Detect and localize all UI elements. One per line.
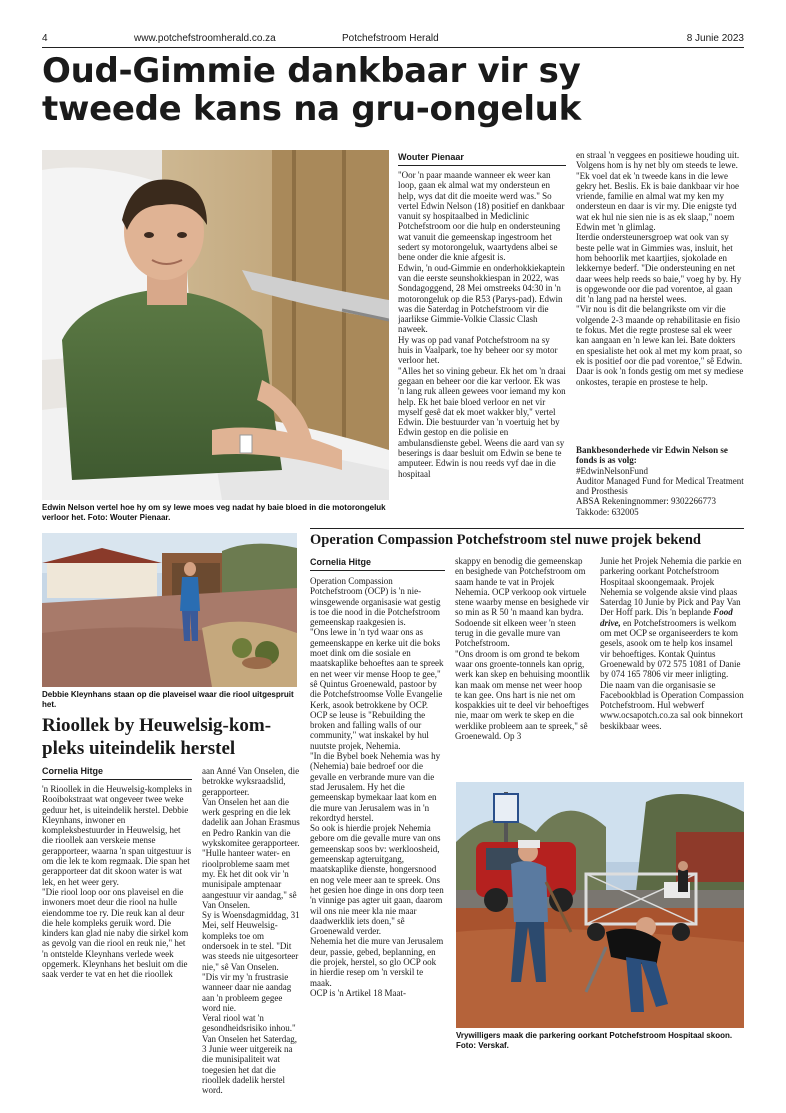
debbie-photo-illustration [42, 533, 297, 687]
paper-name: Potchefstroom Herald [342, 33, 439, 44]
issue-date: 8 Junie 2023 [686, 33, 744, 44]
volunteers-photo-caption: Vrywilligers maak die parkering oorkant Potchefstroom Hospitaal skoon. Foto: Verskaf. [456, 1031, 733, 1050]
food-drive-label: Food drive, [600, 607, 733, 628]
main-headline [42, 52, 752, 128]
article3-byline: Cornelia Hitge [42, 766, 192, 780]
article2-column4 [600, 556, 744, 778]
article2-column4-text-a: Junie het Projek Nehemia die parkie en parkering oorkant Potchefstroom Hospitaal skoongemaak. Projek Nehemia se volgende aksie vind plaas Saterdag 10 Junie by Pick and Pay Van Der Hoff park. Dis 'n beplande [600, 556, 742, 618]
debbie-photo-caption: Debbie Kleynhans staan op die plaveisel waar die riool uitgespruit het. [42, 690, 294, 709]
article2-column3: skappy en benodig die gemeenskap en besighede van Potchefstroom om saam hande te vat in Projek Nehemia. OCP verkoop ook virtuele stene waarby mense en besighede vir so min as R 50 'n maand kan bydra. Sodoende sit elkeen weer 'n steen terug in die gevalle mure van Potchefstroom. "Ons droom is om grond te bekom waar ons groente-tonnels kan oprig, werk kan skep en behuising moontlik kan maak om mense net weer hoop te kan gee. Ons hart is nie net om kospakkies uit te deel vir behoeftiges nie, maar om werk te skep en die werklike probleem aan te spreek," sê Groenewald. Op 3 [455, 556, 590, 742]
article1-byline: Wouter Pienaar [398, 152, 566, 166]
article3-headline-line1: Rioollek by Heuwelsig-kom- [42, 715, 272, 736]
article2-column4-text-b: en Potchefstroomers is welkom om met OCP se organiseerders te kom gesels, asook om te help kos insamel vir behoeftiges. Kontak Quintus Groenewald by 072 575 1081 of Danie by 074 165 7806 vir meer inligting. Die naam van die organisasie se Facebookblad is Operation Compassion Potchefstroom. Hul webwerf www.ocsapotch.co.za sal ook binnekort beskikbaar wees. [600, 617, 744, 731]
edwin-photo-illustration [42, 150, 389, 500]
article2-top-rule [310, 528, 744, 529]
volunteers-photo [456, 782, 744, 1028]
article3-column1: 'n Rioollek in die Heuwelsig-kompleks in Rooibokstraat wat ongeveer twee weke geduur het, is uiteindelik herstel. Debbie Kleynhans, inwoner en kompleksbestuurder in Heuwelsig, het die rioollek aan verskeie mense gerapporteer, waarna 'n span uitgestuur is om die lek te kom regmaak. Die span het gerapporteer dat dit skoon water is wat lek, en het weer gery. "Die riool loop oor ons plaveisel en die inwoners moet deur die riool na hulle eiendomme toe ry. Die reuk kan al deur die hele kompleks geruik word. Die kinders kan glad nie naby die sirkel kom as gevolg van die riool en reuk nie," het 'n ontstelde Kleynhans verlede week opgemerk. Kleynhans het besluit om die saak verder te vat en het die rioollek [42, 784, 192, 980]
article2-byline: Cornelia Hitge [310, 557, 445, 571]
page-number: 4 [42, 33, 48, 44]
main-headline-line2: tweede kans na gru-ongeluk [42, 89, 581, 129]
article1-column3 [576, 150, 744, 525]
article1-column2: "Oor 'n paar maande wanneer ek weer kan loop, gaan ek almal wat my ondersteun en help, wys dat dit die moeite werd was." So vertel Edwin Nelson (18) positief en dankbaar vanuit sy hospitaalbed in Mediclinic Potchefstroom oor die hulp en ondersteuning wat vanuit die gemeenskap ingestroom het sedert sy motorongeluk, waartydens albei se bene onder die knie afgesit is. Edwin, 'n oud-Gimmie en onderhokkiekaptein van die eerste seunshokkiespan in 2022, was Sondagoggend, 28 Mei omstreeks 04:30 in 'n motorongeluk op die R53 (Parys-pad). Edwin was die Saterdag in Potchefstroom vir die jaarlikse Gimmie-Volkie Classic Clash naweek. Hy was op pad vanaf Potchefstroom na sy huis in Vaalpark, toe hy beheer oor sy motor verloor het. "Alles het so vining gebeur. Ek het om 'n draai gegaan en beheer oor die kar verloor. Ek was 'n lang ruk alleen gewees voor iemand my kon help. Ek het baie bloed verloor en net vir myself gesê dat ek moet wakker bly," vertel Edwin. Die bestuurder van 'n voertuig het by Edwin gestop en die polisie en ambulansdienste gebel. Weens die aard van sy beserings is daar besluit om Edwin se bene te amputeer. Edwin is nou reeds vyf dae in die hospitaal [398, 170, 566, 479]
page-header [42, 32, 744, 48]
volunteers-photo-illustration [456, 782, 744, 1028]
main-headline-line1: Oud-Gimmie dankbaar vir sy [42, 51, 581, 91]
article3-column2: aan Anné Van Onselen, die betrokke wyksraadslid, gerapporteer. Van Onselen het aan die werk gespring en die lek dadelik aan Johan Erasmus en Pedro Rankin van die wykskomitee gerapporteer. "Hulle hanteer water- en rioolprobleme saam met my. Ek het dit ook vir 'n munisipale amptenaar aangestuur vir aandag," sê Van Onselen. Sy is Woensdagmiddag, 31 Mei, self Heuwelsig-kompleks toe om ondersoek in te stel. "Dit was steeds nie uitgesorteer nie," sê Van Onselen. "Dis vir my 'n frustrasie wanneer daar nie aandag aan 'n probleem gegee word nie. Veral riool wat 'n gesondheidsrisiko inhou." Van Onselen het Saterdag, 3 Junie weer uitgereik na die munisipaliteit wat toegesien het dat die rioollek dadelik herstel word. [202, 766, 300, 1096]
debbie-paving-photo [42, 533, 297, 687]
website-url[interactable]: www.potchefstroomherald.co.za [134, 33, 276, 44]
bank-details-heading: Bankbesonderhede vir Edwin Nelson se fonds is as volg: [576, 445, 728, 466]
edwin-photo-caption: Edwin Nelson vertel hoe hy om sy lewe moes veg nadat hy baie bloed in die motorongeluk verloor het. Foto: Wouter Pienaar. [42, 503, 386, 522]
article2-headline: Operation Compassion Potchefstroom stel nuwe projek bekend [310, 532, 701, 548]
edwin-hospital-photo [42, 150, 389, 500]
article3-headline [42, 714, 302, 760]
article2-column2: Operation Compassion Potchefstroom (OCP) is 'n nie-winsgewende organisasie wat gestig is toe die nood in die Potchefstroom gemeenskap raakgesien is. "Ons lewe in 'n tyd waar ons as gemeenskappe en kerke uit die boks moet dink om die sosiale en maatskaplike behoeftes aan te spreek en net weer vir mense Hoop te gee," sê Quintus Groenewald, pastoor by die Potchefstroomse Volle Evangelie Kerk, asook betrokkene by OCP. OCP se leuse is "Rebuilding the broken and falling walls of our community," wat inskakel by hul nuutste projek, Nehemia. "In die Bybel boek Nehemia was hy (Nehemia) baie bedroef oor die gevalle en verbrande mure van die stad Jerusalem. Hy het die gemeenskap bymekaar laat kom en die mure van Jerusalem was in 'n rekordtyd herstel. So ook is hierdie projek Nehemia gebore om die gevalle mure van ons gemeenskap soos bv: werkloosheid, gemeenskap agteruitgang, maatskaplike dienste, hongersnood en nog vele meer aan te spreek. Ons het gesien hoe dinge in ons dorp teen 'n vinnige pas agter uit gaan, daarom wil ons nie meer kla nie maar daadwerklik iets doen," sê Groenewald verder. Nehemia het die mure van Jerusalem deur, passie, gebed, beplanning, en die projek, herstel, so glo OCP ook in hierdie resep om 'n verskil te maak. OCP is 'n Artikel 18 Maat- [310, 576, 444, 998]
article3-headline-line2: pleks uiteindelik herstel [42, 738, 236, 759]
article1-column3-text: en straal 'n veggees en positiewe houding uit. Volgens hom is hy net bly om steeds te lewe. "Ek voel dat ek 'n tweede kans in die lewe gekry het. Beslis. Ek is baie dankbaar vir hoe vriende, familie en almal wat my ken my ondersteun en daar is vir my. Die enigste tyd wat ek hul nie sien nie is as ek slaap," noem Edwin met 'n glimlag. Iterdie ondersteunersgroep wat ook van sy beste pelle wat in Gimmies was, insluit, het hom behoorlik met kaartjies, sjokolade en lekkernye bederf. "Die ondersteuning en net daar wees help reeds so baie," voeg hy by. Hy is opgewonde oor die pad vorentoe, al gaan dit 'n lang pad na herstel wees. "Vir nou is dit die belangrikste om vir die volgende 2-3 maande op rehabilitasie en fisio te fokus. Met die regte prostese sal ek weer kan aangaan en 'n lewe kan lei. Bate dokters en spesialiste het ook al met my kom praat, so ek is positief oor die pad vorentoe," sê Edwin. Daar is ook 'n fonds gestig om met sy mediese onkostes, terapie en prostese te help. [576, 150, 744, 387]
bank-details: #EdwinNelsonFund Auditor Managed Fund for Medical Treatment and Prosthesis ABSA Rekeningnommer: 9302266773 Takkode: 632005 [576, 465, 744, 517]
